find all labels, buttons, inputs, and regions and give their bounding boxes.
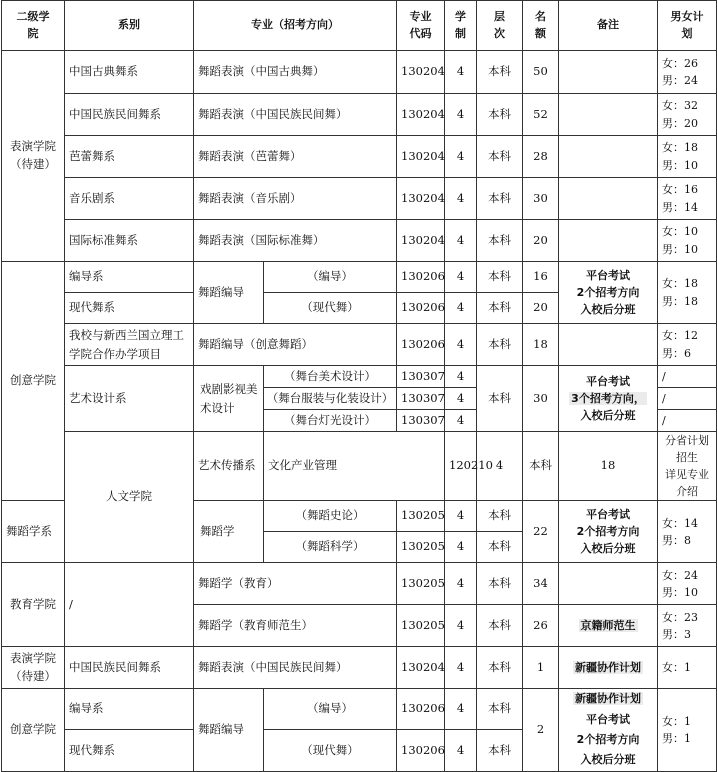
years-cell: 4: [445, 293, 477, 324]
male-count: 男：8: [662, 533, 691, 547]
quota-cell: 22: [523, 501, 559, 563]
male-count: 男：10: [662, 585, 698, 599]
code-cell: 130205: [397, 501, 445, 532]
years-cell: 4: [445, 605, 477, 647]
level-cell: 本科: [477, 605, 523, 647]
major-cell: 舞蹈表演（中国民族民间舞）: [194, 94, 397, 136]
college-cell: 表演学院（待建）: [2, 51, 65, 262]
years-cell: 4: [445, 647, 477, 689]
gender-cell: [658, 136, 717, 178]
major-cell: 舞蹈表演（音乐剧）: [194, 178, 397, 220]
dept-cell: 艺术设计系: [65, 366, 194, 432]
level-cell: 本科: [477, 366, 523, 432]
major-cell: 舞蹈表演（中国民族民间舞）: [194, 647, 397, 689]
header-quota: 名额: [523, 1, 559, 51]
table-row: [2, 647, 717, 689]
female-count: 女：10: [662, 225, 698, 239]
note-cell: [559, 136, 658, 178]
code-cell: 130204: [397, 220, 445, 262]
note-cell: [559, 366, 658, 432]
gender-cell: [658, 324, 717, 366]
quota-cell: 50: [523, 51, 559, 94]
table-row: [2, 689, 717, 730]
major-cell: 舞蹈表演（中国古典舞）: [194, 51, 397, 94]
table-row: [2, 366, 717, 388]
code-cell: 130205: [397, 563, 445, 605]
header-row: [2, 1, 717, 51]
major-cell: 舞蹈编导（创意舞蹈）: [194, 324, 397, 366]
code-cell: 130206: [397, 293, 445, 324]
quota-cell: 30: [523, 178, 559, 220]
note-line: 平台考试: [586, 712, 630, 726]
table-row: [2, 563, 717, 605]
male-count: 男：10: [662, 158, 698, 172]
female-count: 女：12: [662, 329, 698, 343]
male-count: 男：6: [662, 346, 691, 360]
gender-cell: [658, 262, 717, 324]
dept-cell: 编导系: [65, 689, 194, 730]
years-cell: 4: [445, 689, 477, 730]
male-count: 男：1: [662, 731, 691, 745]
female-count: 女：32: [662, 99, 698, 113]
male-count: 男：20: [662, 116, 698, 130]
code-cell: 130204: [397, 94, 445, 136]
note-line: 详见专业介绍: [665, 468, 709, 499]
dept-cell: 音乐剧系: [65, 178, 194, 220]
note-line: 京籍师范生: [580, 619, 636, 633]
code-cell: 130205: [397, 605, 445, 647]
level-cell: 本科: [477, 647, 523, 689]
level-cell: 本科: [523, 432, 559, 501]
note-cell: [559, 178, 658, 220]
level-cell: 本科: [477, 293, 523, 324]
college-cell: 表演学院（待建）: [2, 647, 65, 689]
note-line: 入校后分班: [580, 303, 636, 317]
gender-cell: [658, 501, 717, 563]
major-cell: 舞蹈学: [194, 501, 264, 563]
female-count: 女：18: [662, 277, 698, 291]
female-count: 女：23: [662, 610, 698, 624]
gender-cell: /: [658, 410, 717, 432]
quota-cell: 28: [523, 136, 559, 178]
level-cell: 本科: [477, 689, 523, 730]
enrollment-plan-sheet: [1, 0, 716, 767]
note-line: 分省计划招生: [665, 434, 709, 465]
quota-cell: 26: [523, 605, 559, 647]
gender-cell: [658, 647, 717, 689]
major-cell: 舞蹈表演（国际标准舞）: [194, 220, 397, 262]
level-cell: 本科: [477, 730, 523, 771]
years-cell: 4: [445, 366, 477, 388]
direction-cell: （舞蹈史论）: [264, 501, 397, 532]
note-cell: [559, 605, 658, 647]
note-line: 平台考试: [586, 374, 630, 388]
quota-cell: 1: [523, 647, 559, 689]
note-cell: [559, 501, 658, 563]
note-line: 平台考试: [586, 508, 630, 522]
code-cell: 130204: [397, 136, 445, 178]
major-cell: 舞蹈学（教育师范生）: [194, 605, 397, 647]
dept-cell: 我校与新西兰国立理工学院合作办学项目: [65, 324, 194, 366]
code-cell: 130205: [397, 532, 445, 563]
quota-cell: 30: [523, 366, 559, 432]
dept-cell: 编导系: [65, 262, 194, 293]
years-cell: 4: [445, 730, 477, 771]
note-cell: [559, 94, 658, 136]
years-cell: 4: [445, 262, 477, 293]
gender-cell: [658, 51, 717, 94]
gender-cell: [658, 220, 717, 262]
table-row: [2, 178, 717, 220]
note-line: 2个招考方向: [576, 285, 640, 299]
female-count: 女：14: [662, 516, 698, 530]
note-line: 入校后分班: [580, 753, 636, 767]
quota-cell: 34: [523, 563, 559, 605]
dept-cell: 中国民族民间舞系: [65, 94, 194, 136]
level-cell: 本科: [477, 94, 523, 136]
note-cell: [559, 563, 658, 605]
code-cell: 130206: [397, 262, 445, 293]
male-count: 男：24: [662, 74, 698, 87]
level-cell: 本科: [477, 532, 523, 563]
major-cell: 舞蹈表演（芭蕾舞）: [194, 136, 397, 178]
code-cell: 130206: [397, 730, 445, 771]
male-count: 男：18: [662, 294, 698, 308]
female-count: 女：26: [662, 56, 698, 70]
female-count: 女：24: [662, 568, 698, 582]
table-row: [2, 94, 717, 136]
note-line: 新疆协作计划: [575, 692, 641, 706]
direction-cell: （编导）: [264, 689, 397, 730]
dept-cell: 中国古典舞系: [65, 51, 194, 94]
gender-cell: [658, 94, 717, 136]
quota-cell: 20: [523, 220, 559, 262]
level-cell: 本科: [477, 136, 523, 178]
college-cell: 创意学院: [2, 689, 65, 771]
code-cell: 130206: [397, 324, 445, 366]
direction-cell: （舞台美术设计）: [264, 366, 397, 388]
quota-cell: 52: [523, 94, 559, 136]
years-cell: 4: [445, 324, 477, 366]
note-cell: [559, 647, 658, 689]
note-line: 2个招考方向: [576, 732, 640, 746]
note-line: 新疆协作计划: [575, 661, 641, 675]
level-cell: 本科: [477, 220, 523, 262]
female-count: 女：1: [662, 714, 691, 728]
years-cell: 4: [445, 388, 477, 410]
enrollment-plan-table: [1, 0, 717, 772]
gender-cell: [658, 563, 717, 605]
male-count: 男：3: [662, 627, 691, 641]
header-gender: 男女计划: [658, 1, 717, 51]
note-cell: [559, 689, 658, 771]
note-cell: [559, 262, 658, 324]
dept-cell: 现代舞系: [65, 293, 194, 324]
level-cell: 本科: [477, 563, 523, 605]
header-code: 专业代码: [397, 1, 445, 51]
note-line: 平台考试: [586, 268, 630, 282]
years-cell: 4: [445, 563, 477, 605]
direction-cell: （现代舞）: [264, 730, 397, 771]
direction-cell: （舞台灯光设计）: [264, 410, 397, 432]
table-row: [2, 262, 717, 293]
major-cell: 舞蹈编导: [194, 689, 264, 771]
female-count: 女：16: [662, 183, 698, 197]
level-cell: 本科: [477, 324, 523, 366]
major-cell: 舞蹈编导: [194, 262, 264, 324]
table-row: [2, 324, 717, 366]
code-cell: 120210: [445, 432, 477, 501]
quota-cell: 18: [523, 324, 559, 366]
major-cell: 戏剧影视美术设计: [194, 366, 264, 432]
level-cell: 本科: [477, 178, 523, 220]
direction-cell: （编导）: [264, 262, 397, 293]
note-cell: [658, 432, 717, 501]
years-cell: 4: [445, 178, 477, 220]
level-cell: 本科: [477, 262, 523, 293]
years-cell: 4: [445, 94, 477, 136]
years-cell: 4: [445, 501, 477, 532]
dept-cell: 艺术传播系: [194, 432, 264, 501]
note-cell: [559, 51, 658, 94]
note-line: 入校后分班: [580, 409, 636, 423]
gender-cell: [658, 178, 717, 220]
header-note: 备注: [559, 1, 658, 51]
quota-cell: 20: [523, 293, 559, 324]
years-cell: 4: [445, 220, 477, 262]
note-line: 2个招考方向: [576, 525, 640, 539]
dept-cell: 国际标准舞系: [65, 220, 194, 262]
college-cell: 人文学院: [65, 432, 194, 563]
years-cell: 4: [477, 432, 523, 501]
quota-cell: 2: [523, 689, 559, 771]
college-cell: 创意学院: [2, 262, 65, 501]
dept-cell: /: [65, 563, 194, 647]
male-count: 男：14: [662, 200, 698, 214]
note-cell: [559, 220, 658, 262]
header-college: 二级学院: [2, 1, 65, 51]
male-count: 男：10: [662, 242, 698, 256]
code-cell: 130204: [397, 178, 445, 220]
quota-cell: 18: [559, 432, 658, 501]
table-row: [2, 136, 717, 178]
code-cell: 130206: [397, 689, 445, 730]
code-cell: 130204: [397, 647, 445, 689]
female-count: 女：18: [662, 141, 698, 155]
quota-cell: 16: [523, 262, 559, 293]
years-cell: 4: [445, 136, 477, 178]
gender-cell: /: [658, 388, 717, 410]
header-major: 专业（招考方向）: [194, 1, 397, 51]
major-cell: 舞蹈学（教育）: [194, 563, 397, 605]
direction-cell: （舞台服装与化装设计）: [264, 388, 397, 410]
header-dept: 系别: [65, 1, 194, 51]
gender-cell: [658, 689, 717, 771]
code-cell: 130307: [397, 388, 445, 410]
note-line: 3个招考方向，: [571, 391, 645, 405]
years-cell: 4: [445, 410, 477, 432]
header-level: 层次: [477, 1, 523, 51]
gender-cell: /: [658, 366, 717, 388]
header-years: 学制: [445, 1, 477, 51]
dept-cell: 舞蹈学系: [2, 501, 65, 563]
code-cell: 130204: [397, 51, 445, 94]
level-cell: 本科: [477, 501, 523, 532]
dept-cell: 中国民族民间舞系: [65, 647, 194, 689]
major-cell: 文化产业管理: [264, 432, 445, 501]
code-cell: 130307: [397, 410, 445, 432]
note-cell: [559, 324, 658, 366]
dept-cell: 芭蕾舞系: [65, 136, 194, 178]
years-cell: 4: [445, 51, 477, 94]
note-line: 入校后分班: [580, 542, 636, 556]
gender-cell: [658, 605, 717, 647]
college-cell: 教育学院: [2, 563, 65, 647]
table-row: [2, 432, 717, 501]
direction-cell: （舞蹈科学）: [264, 532, 397, 563]
table-row: [2, 51, 717, 94]
female-count: 女：1: [662, 661, 691, 675]
direction-cell: （现代舞）: [264, 293, 397, 324]
years-cell: 4: [445, 532, 477, 563]
level-cell: 本科: [477, 51, 523, 94]
code-cell: 130307: [397, 366, 445, 388]
dept-cell: 现代舞系: [65, 730, 194, 771]
table-row: [2, 220, 717, 262]
